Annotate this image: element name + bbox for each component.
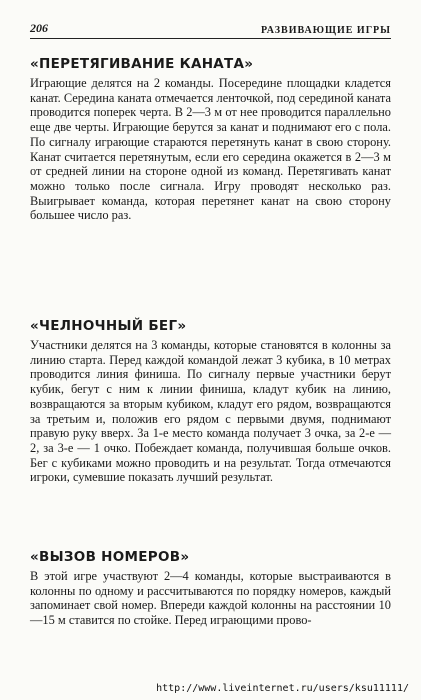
- section-number-call: [30, 549, 391, 628]
- section-body: Играющие делятся на 2 команды. Посередине площадки кладется канат. Середина каната отмечается ленточкой, под серединой каната проводится поперек черта. В 2—3 м от нее проводится параллельно еще две черты. Играющие берутся за канат и поднимают его с пола. По сигналу играющие стараются перетянуть канат в свою сторону. Канат считается перетянутым, если его середина окажется в 2—3 м от средней линии на стороне одной из команд. Перетягивать канат можно только после сигнала. Игру проводят несколько раз. Выигрывает команда, которая перетянет канат на свою сторону большее число раз.: [30, 76, 391, 223]
- page-header: [30, 22, 391, 39]
- section-tug-of-war: [30, 56, 391, 223]
- section-title: «ПЕРЕТЯГИВАНИЕ КАНАТА»: [30, 56, 254, 72]
- section-body: Участники делятся на 3 команды, которые становятся в колонны за линию старта. Перед каждой командой лежат 3 кубика, в 10 метрах проводится линия финиша. По сигналу первые участники берут кубик, бегут с ним к линии финиша, кладут кубик на линию, возвращаются за вторым кубиком, кладут его рядом, возвращаются за третьим и, положив его рядом с первыми двумя, поднимают правую руку вверх. За 1-е место команда получает 3 очка, за 2-е — 2, за 3-е — 1 очко. Побеждает команда, получившая больше очков. Бег с кубиками можно проводить и на результат. Тогда отмечаются игроки, сумевшие показать лучший результат.: [30, 338, 391, 485]
- section-shuttle-run: [30, 318, 391, 485]
- section-title: «ВЫЗОВ НОМЕРОВ»: [30, 549, 190, 565]
- running-head: РАЗВИВАЮЩИЕ ИГРЫ: [260, 25, 391, 36]
- section-title: «ЧЕЛНОЧНЫЙ БЕГ»: [30, 318, 187, 334]
- section-body: В этой игре участвуют 2—4 команды, которые выстраиваются в колонны по одному и рассчитываются по порядку номеров, каждый запоминает свой номер. Впереди каждой колонны на расстоянии 10—15 м ставится по стойке. Перед играющими прово-: [30, 569, 391, 628]
- page-number: 206: [30, 21, 48, 35]
- source-url: http://www.liveinternet.ru/users/ksu11111/: [156, 683, 409, 694]
